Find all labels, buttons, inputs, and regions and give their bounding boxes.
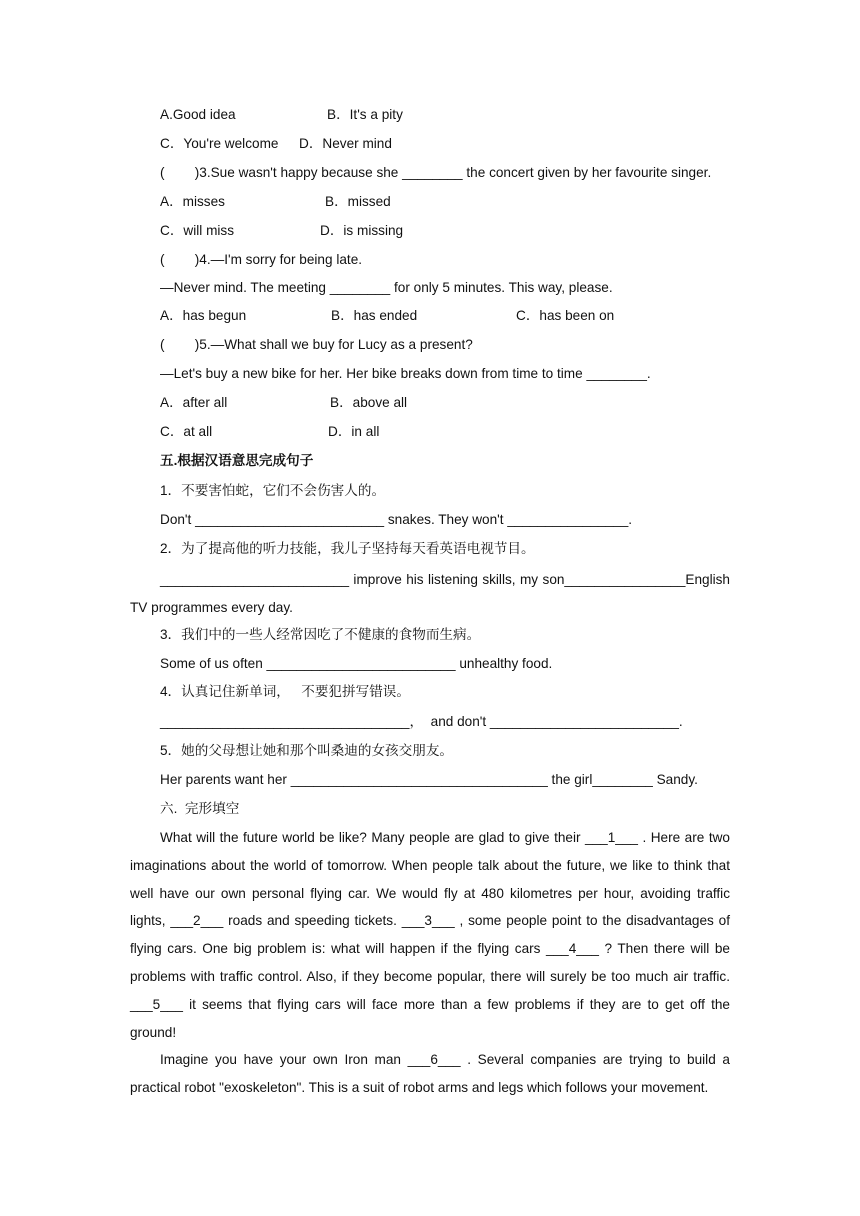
text-line-t3e: Some of us often _________________________ unhealthy food. bbox=[160, 656, 553, 671]
text-line-q2b: B．It's a pity bbox=[327, 107, 403, 122]
text-line-q5a: A．after all bbox=[160, 395, 228, 410]
text-line-q2a: A.Good idea bbox=[160, 107, 236, 122]
text-line-t1e: Don't _________________________ snakes. They won't ________________. bbox=[160, 512, 633, 527]
text-line-s6: 六. 完形填空 bbox=[160, 801, 240, 816]
text-line-q2d: D．Never mind bbox=[299, 136, 392, 151]
text-line-q4: ( )4.—I'm sorry for being late. bbox=[160, 252, 363, 267]
text-line-q2c: C．You're welcome bbox=[160, 136, 279, 151]
text-line-t2: 2．为了提高他的听力技能，我儿子坚持每天看英语电视节目。 bbox=[160, 541, 535, 556]
text-line-t5e: Her parents want her __________________________________ the girl________ Sandy. bbox=[160, 772, 698, 787]
text-line-t1: 1．不要害怕蛇，它们不会伤害人的。 bbox=[160, 483, 386, 498]
text-line-q5d: D．in all bbox=[328, 424, 380, 439]
text-line-s5: 五.根据汉语意思完成句子 bbox=[160, 453, 314, 468]
cloze-paragraph-2 bbox=[130, 1046, 730, 1102]
sentence-2-line-2: TV programmes every day. bbox=[130, 599, 293, 615]
text-line-t4e: _________________________________， and don't _________________________. bbox=[160, 714, 683, 729]
text-line-t3: 3．我们中的一些人经常因吃了不健康的食物而生病。 bbox=[160, 627, 481, 642]
text-line-q4c: C．has been on bbox=[516, 308, 615, 323]
text-line-q3a: A．misses bbox=[160, 194, 225, 209]
cloze-paragraph-1-text: What will the future world be like? Many people are glad to give their ___1___ . Here are two imaginations about the world of tomorrow. When people talk about the future, we like to think that well have our own personal flying car. We would fly at 480 kilometres per hour, avoiding traffic lights, ___2___ roads and speeding tickets. ___3___ , some people point to the disadvantages of flying cars. One big problem is: what will happen if the flying cars ___4___ ? Then there will be problems with traffic control. Also, if they become popular, there will surely be too much air traffic. ___5___ it seems that flying cars will face more than a few problems if they are to get off the ground! bbox=[130, 830, 730, 1040]
text-line-q5: ( )5.—What shall we buy for Lucy as a present? bbox=[160, 337, 473, 352]
text-line-q3c: C．will miss bbox=[160, 223, 235, 238]
text-line-q5b: B．above all bbox=[330, 395, 408, 410]
sentence-2-english bbox=[130, 566, 730, 622]
cloze-paragraph-2-text: Imagine you have your own Iron man ___6___ . Several companies are trying to build a practical robot "exoskeleton". This is a suit of robot arms and legs which follows your movement. bbox=[130, 1052, 730, 1095]
text-line-q5c: C．at all bbox=[160, 424, 213, 439]
cloze-paragraph-1 bbox=[130, 824, 730, 1046]
sentence-2-line-1: _________________________ improve his listening skills, my son________________English bbox=[160, 572, 730, 587]
text-line-t5: 5．她的父母想让她和那个叫桑迪的女孩交朋友。 bbox=[160, 743, 454, 758]
text-line-q5r: —Let's buy a new bike for her. Her bike breaks down from time to time ________. bbox=[160, 366, 651, 381]
text-line-q4b: B．has ended bbox=[331, 308, 418, 323]
text-line-t4: 4．认真记住新单词， 不要犯拼写错误。 bbox=[160, 684, 410, 699]
text-line-q3d: D．is missing bbox=[320, 223, 404, 238]
text-line-q3: ( )3.Sue wasn't happy because she ________ the concert given by her favourite singer. bbox=[160, 165, 712, 180]
text-line-q3b: B．missed bbox=[325, 194, 391, 209]
text-line-q4r: —Never mind. The meeting ________ for only 5 minutes. This way, please. bbox=[160, 280, 613, 295]
text-line-q4a: A．has begun bbox=[160, 308, 247, 323]
